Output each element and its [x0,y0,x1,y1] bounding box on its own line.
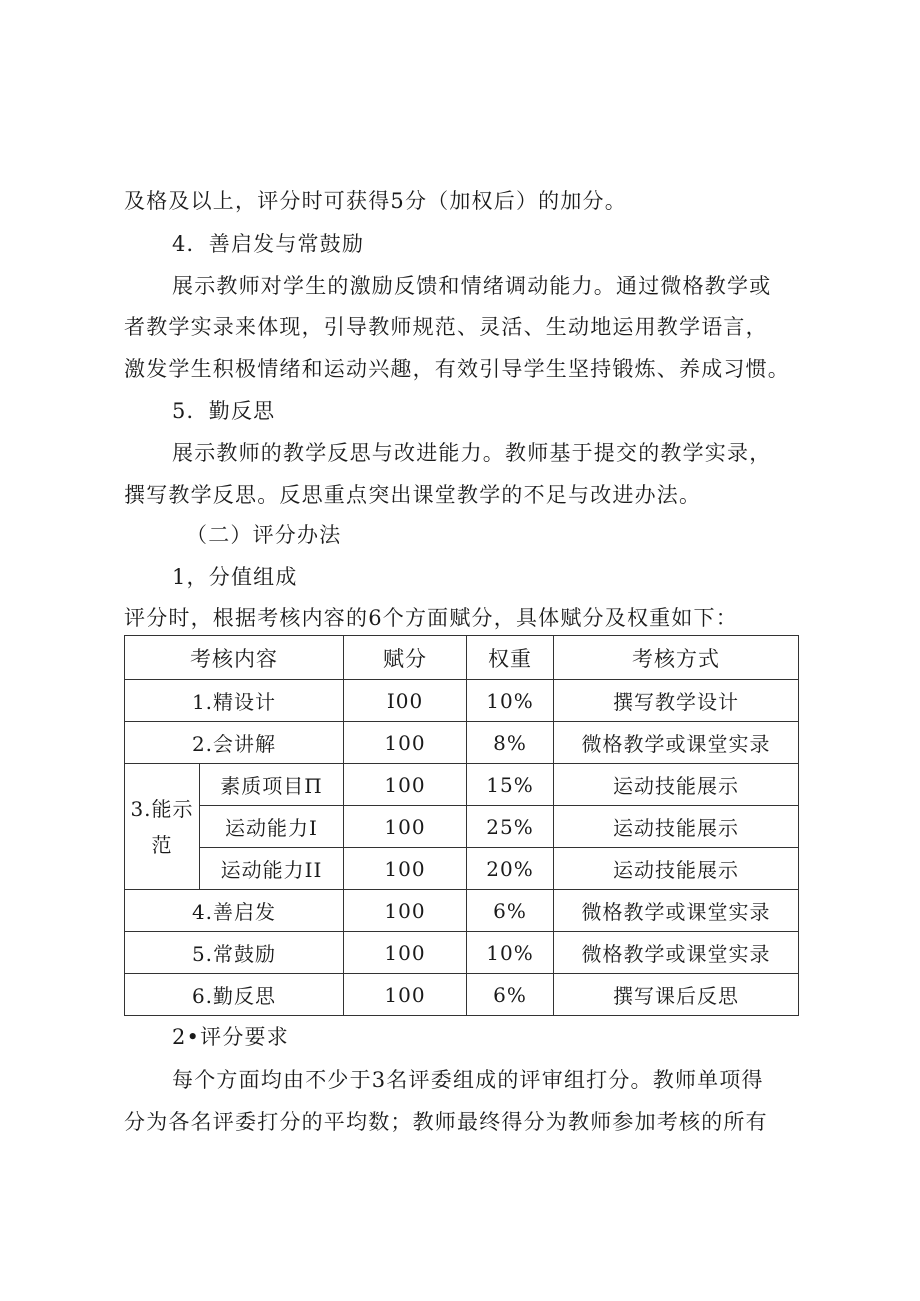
cell-score: 100 [344,848,467,890]
requirements-line-2: 分为各名评委打分的平均数；教师最终得分为教师参加考核的所有 [124,1110,768,1134]
cell-method: 运动技能展示 [554,764,799,806]
cell-weight: 6% [467,890,554,932]
table-row [125,932,799,974]
cell-content: 1.精设计 [125,680,344,722]
header-score: 赋分 [344,636,467,680]
cell-method: 撰写教学设计 [554,680,799,722]
subheading-score-composition: 1，分值组成 [172,565,298,589]
table-row [125,848,799,890]
cell-weight: 8% [467,722,554,764]
paragraph-5-line-1: 展示教师的教学反思与改进能力。教师基于提交的教学实录， [172,441,772,465]
header-method: 考核方式 [554,636,799,680]
cell-weight: 20% [467,848,554,890]
cell-method: 运动技能展示 [554,848,799,890]
table-row [125,890,799,932]
paragraph-4-line-1: 展示教师对学生的激励反馈和情绪调动能力。通过微格教学或 [172,274,772,298]
paragraph-4-line-2: 者教学实录来体现，引导教师规范、灵活、生动地运用教学语言， [124,315,768,339]
scoring-table [124,635,799,1016]
requirements-line-1: 每个方面均由不少于3名评委组成的评审组打分。教师单项得 [172,1068,764,1092]
cell-score: I00 [344,680,467,722]
cell-weight: 15% [467,764,554,806]
subheading-scoring-requirements: 2•评分要求 [172,1025,289,1049]
cell-weight: 10% [467,680,554,722]
cell-content: 2.会讲解 [125,722,344,764]
table-intro: 评分时，根据考核内容的6个方面赋分，具体赋分及权重如下： [124,606,738,630]
paragraph-5-line-2: 撰写教学反思。反思重点突出课堂教学的不足与改进办法。 [124,483,702,507]
cell-content: 6.勤反思 [125,974,344,1016]
table-row [125,764,799,806]
cell-content: 4.善启发 [125,890,344,932]
header-weight: 权重 [467,636,554,680]
table-row [125,806,799,848]
cell-score: 100 [344,974,467,1016]
cell-content: 5.常鼓励 [125,932,344,974]
cell-content: 运动能力II [200,848,344,890]
cell-method: 微格教学或课堂实录 [554,890,799,932]
heading-item-4: 4．善启发与常鼓励 [172,232,365,256]
heading-item-5: 5．勤反思 [172,399,276,423]
table-row [125,722,799,764]
header-content: 考核内容 [125,636,344,680]
cell-method: 微格教学或课堂实录 [554,722,799,764]
cell-method: 微格教学或课堂实录 [554,932,799,974]
cell-content: 运动能力I [200,806,344,848]
cell-content: 素质项目Π [200,764,344,806]
section-heading-scoring: （二）评分办法 [186,523,342,547]
paragraph-4-line-3: 激发学生积极情绪和运动兴趣，有效引导学生坚持锻炼、养成习惯。 [124,357,790,381]
table-header-row [125,636,799,680]
cell-method: 运动技能展示 [554,806,799,848]
cell-weight: 6% [467,974,554,1016]
cell-score: 100 [344,890,467,932]
cell-group-label: 3.能示范 [125,764,200,890]
paragraph-continuation: 及格及以上，评分时可获得5分（加权后）的加分。 [124,189,627,213]
table-row [125,680,799,722]
cell-score: 100 [344,806,467,848]
cell-weight: 10% [467,932,554,974]
cell-weight: 25% [467,806,554,848]
table-row [125,974,799,1016]
cell-score: 100 [344,764,467,806]
cell-score: 100 [344,722,467,764]
cell-score: 100 [344,932,467,974]
cell-method: 撰写课后反思 [554,974,799,1016]
